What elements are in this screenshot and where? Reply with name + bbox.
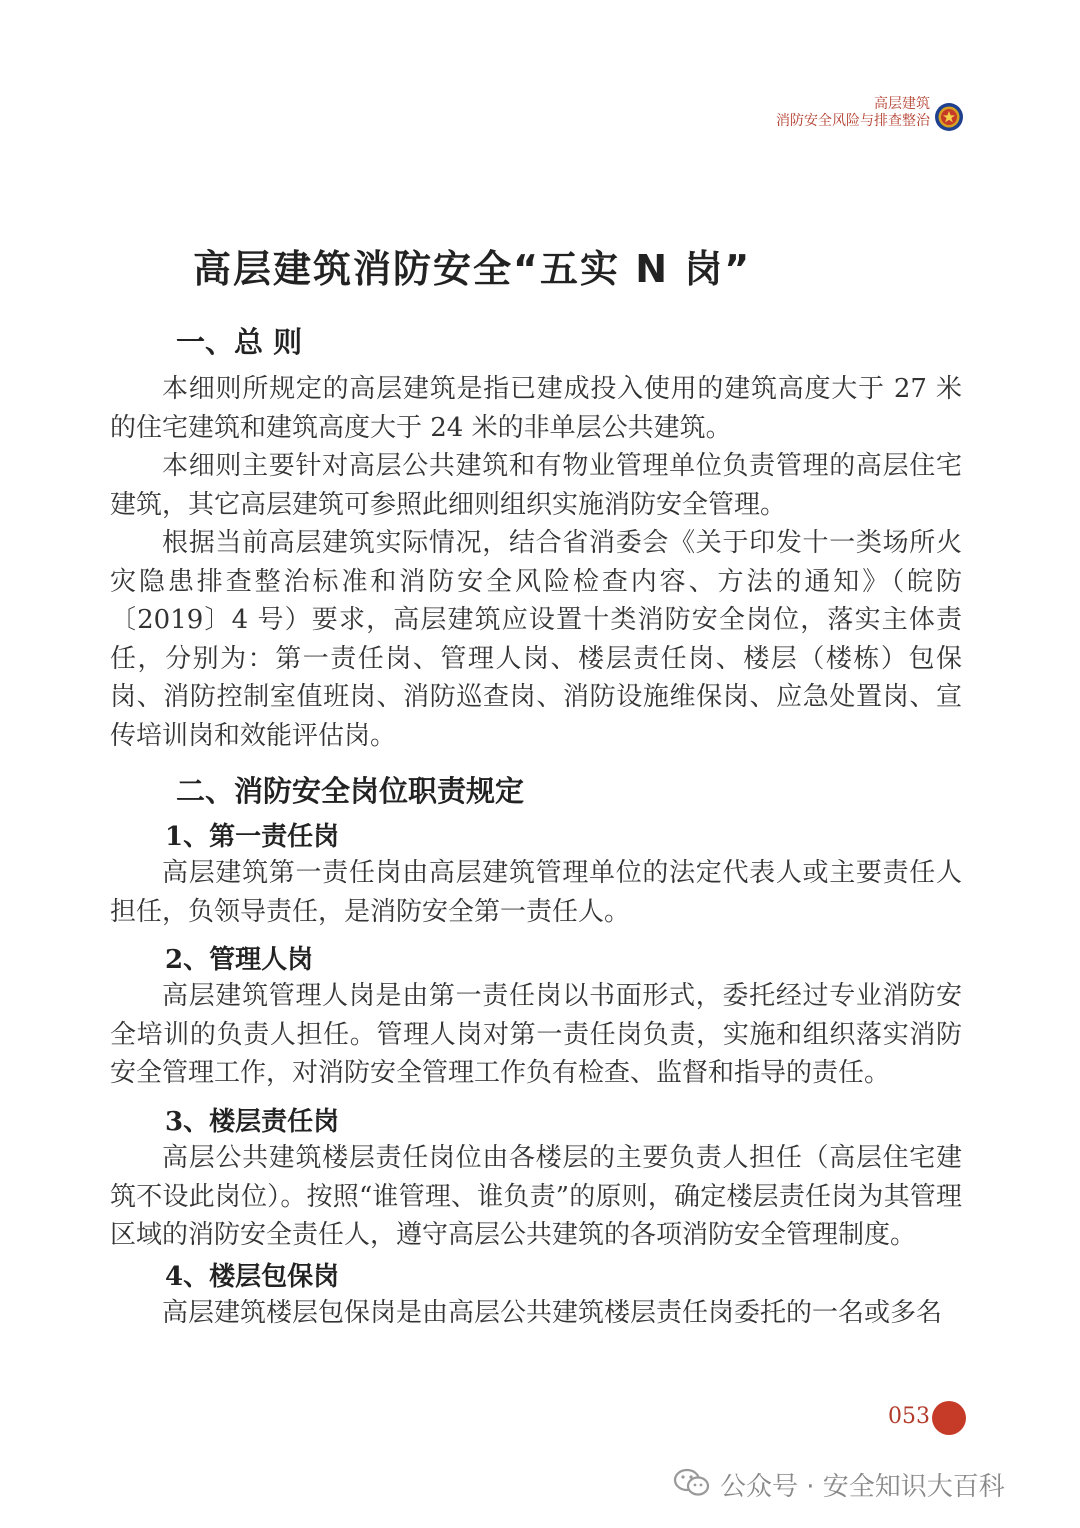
paragraph-general-2: 本细则主要针对高层公共建筑和有物业管理单位负责管理的高层住宅建筑，其它高层建筑可参照此细则组织实施消防安全管理。 [110,451,962,520]
header-line-1: 高层建筑 [874,96,930,112]
post-heading-4: 4、楼层包保岗 [165,1262,340,1292]
paragraph-general-1: 本细则所规定的高层建筑是指已建成投入使用的建筑高度大于 27 米的住宅建筑和建筑高度大于 24 米的非单层公共建筑。 [110,374,962,443]
page-number: 053 [888,1404,930,1429]
post-heading-1: 1、第一责任岗 [165,822,340,852]
watermark-text: 公众号 · 安全知识大百科 [720,1472,1005,1502]
post-heading-3: 3、楼层责任岗 [165,1107,340,1137]
post-text-2: 高层建筑管理人岗是由第一责任岗以书面形式，委托经过专业消防安全培训的负责人担任。管理人岗对第一责任岗负责，实施和组织落实消防安全管理工作，对消防安全管理工作负有检查、监督和指导的责任。 [110,981,962,1088]
running-header [664,96,964,140]
watermark [672,1462,1052,1506]
page-dot-icon [932,1401,966,1435]
fire-emblem-icon [934,102,964,132]
post-text-3: 高层公共建筑楼层责任岗位由各楼层的主要负责人担任（高层住宅建筑不设此岗位）。按照“谁管理、谁负责”的原则，确定楼层责任岗为其管理区域的消防安全责任人，遵守高层公共建筑的各项消防安全管理制度。 [110,1143,962,1250]
paragraph-general-3: 根据当前高层建筑实际情况，结合省消委会《关于印发十一类场所火灾隐患排查整治标准和消防安全风险检查内容、方法的通知》（皖防〔2019〕4 号）要求，高层建筑应设置十类消防安全岗位，落实主体责任，分别为：第一责任岗、管理人岗、楼层责任岗、楼层（楼栋）包保岗、消防控制室值班岗、消防巡查岗、消防设施维保岗、应急处置岗、宣传培训岗和效能评估岗。 [110,528,962,751]
section-heading-duties: 二、消防安全岗位职责规定 [176,774,525,808]
section-heading-general: 一、总 则 [176,325,303,359]
post-text-1: 高层建筑第一责任岗由高层建筑管理单位的法定代表人或主要责任人担任，负领导责任，是消防安全第一责任人。 [110,858,962,927]
post-heading-2: 2、管理人岗 [165,945,314,975]
running-header-text [776,96,930,130]
header-line-2: 消防安全风险与排查整治 [776,113,930,129]
post-text-4: 高层建筑楼层包保岗是由高层公共建筑楼层责任岗委托的一名或多名 [162,1298,943,1328]
page-title: 高层建筑消防安全“五实 N 岗” [193,247,752,291]
wechat-icon [672,1466,712,1500]
